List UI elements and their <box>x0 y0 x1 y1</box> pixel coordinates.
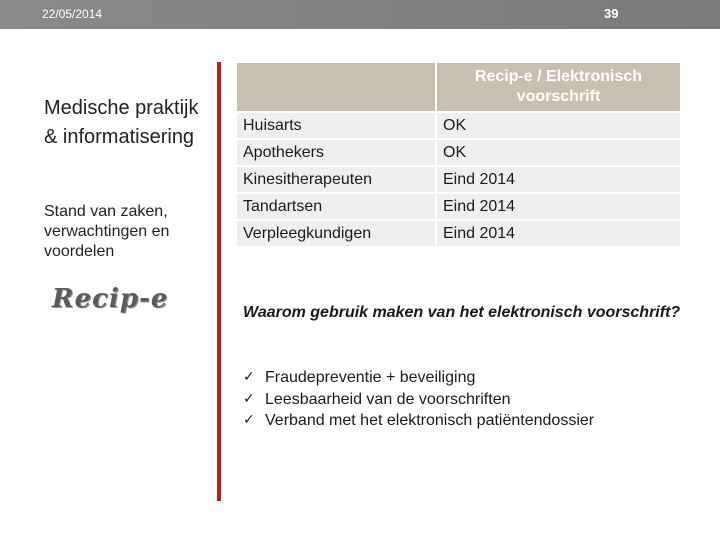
table-cell-profession: Kinesitherapeuten <box>236 166 436 193</box>
table-cell-profession: Verpleegkundigen <box>236 220 436 247</box>
checkmark-icon: ✓ <box>243 412 255 428</box>
top-bar <box>0 0 720 29</box>
table-row <box>236 139 681 166</box>
table-cell-status: OK <box>436 139 681 166</box>
table-cell-status: OK <box>436 112 681 139</box>
table-cell-profession: Huisarts <box>236 112 436 139</box>
table-row <box>236 112 681 139</box>
reason-text: Fraudepreventie + beveiliging <box>265 369 476 386</box>
reason-text: Leesbaarheid van de voorschriften <box>265 390 511 408</box>
checkmark-icon: ✓ <box>243 390 255 407</box>
table-cell-profession: Tandartsen <box>236 193 436 220</box>
reason-text: Verband met het elektronisch patiëntendossier <box>265 412 595 429</box>
list-item <box>243 389 703 411</box>
status-table <box>235 61 682 248</box>
table-header-cell: Recip-e / Elektronisch voorschrift <box>436 62 681 112</box>
checkmark-icon: ✓ <box>243 369 255 385</box>
divider-line <box>217 62 221 501</box>
question-heading: Waarom gebruik maken van het elektronisch voorschrift? <box>243 304 681 321</box>
table-row <box>236 220 681 247</box>
recipe-logo: Recip-e <box>52 284 169 314</box>
list-item <box>243 367 703 389</box>
table-cell-status: Eind 2014 <box>436 220 681 247</box>
slide-subtitle: Stand van zaken, verwachtingen en voordelen <box>44 203 170 260</box>
table-cell-profession: Apothekers <box>236 139 436 166</box>
slide-title: Medische praktijk & informatisering <box>44 97 199 148</box>
table-row <box>236 166 681 193</box>
table-row <box>236 193 681 220</box>
table-header-cell <box>236 62 436 112</box>
list-item <box>243 410 703 432</box>
table-header-row <box>236 62 681 112</box>
table-cell-status: Eind 2014 <box>436 166 681 193</box>
slide-date: 22/05/2014 <box>42 7 103 21</box>
page-number: 39 <box>604 6 619 21</box>
reasons-list <box>243 367 703 432</box>
table-cell-status: Eind 2014 <box>436 193 681 220</box>
